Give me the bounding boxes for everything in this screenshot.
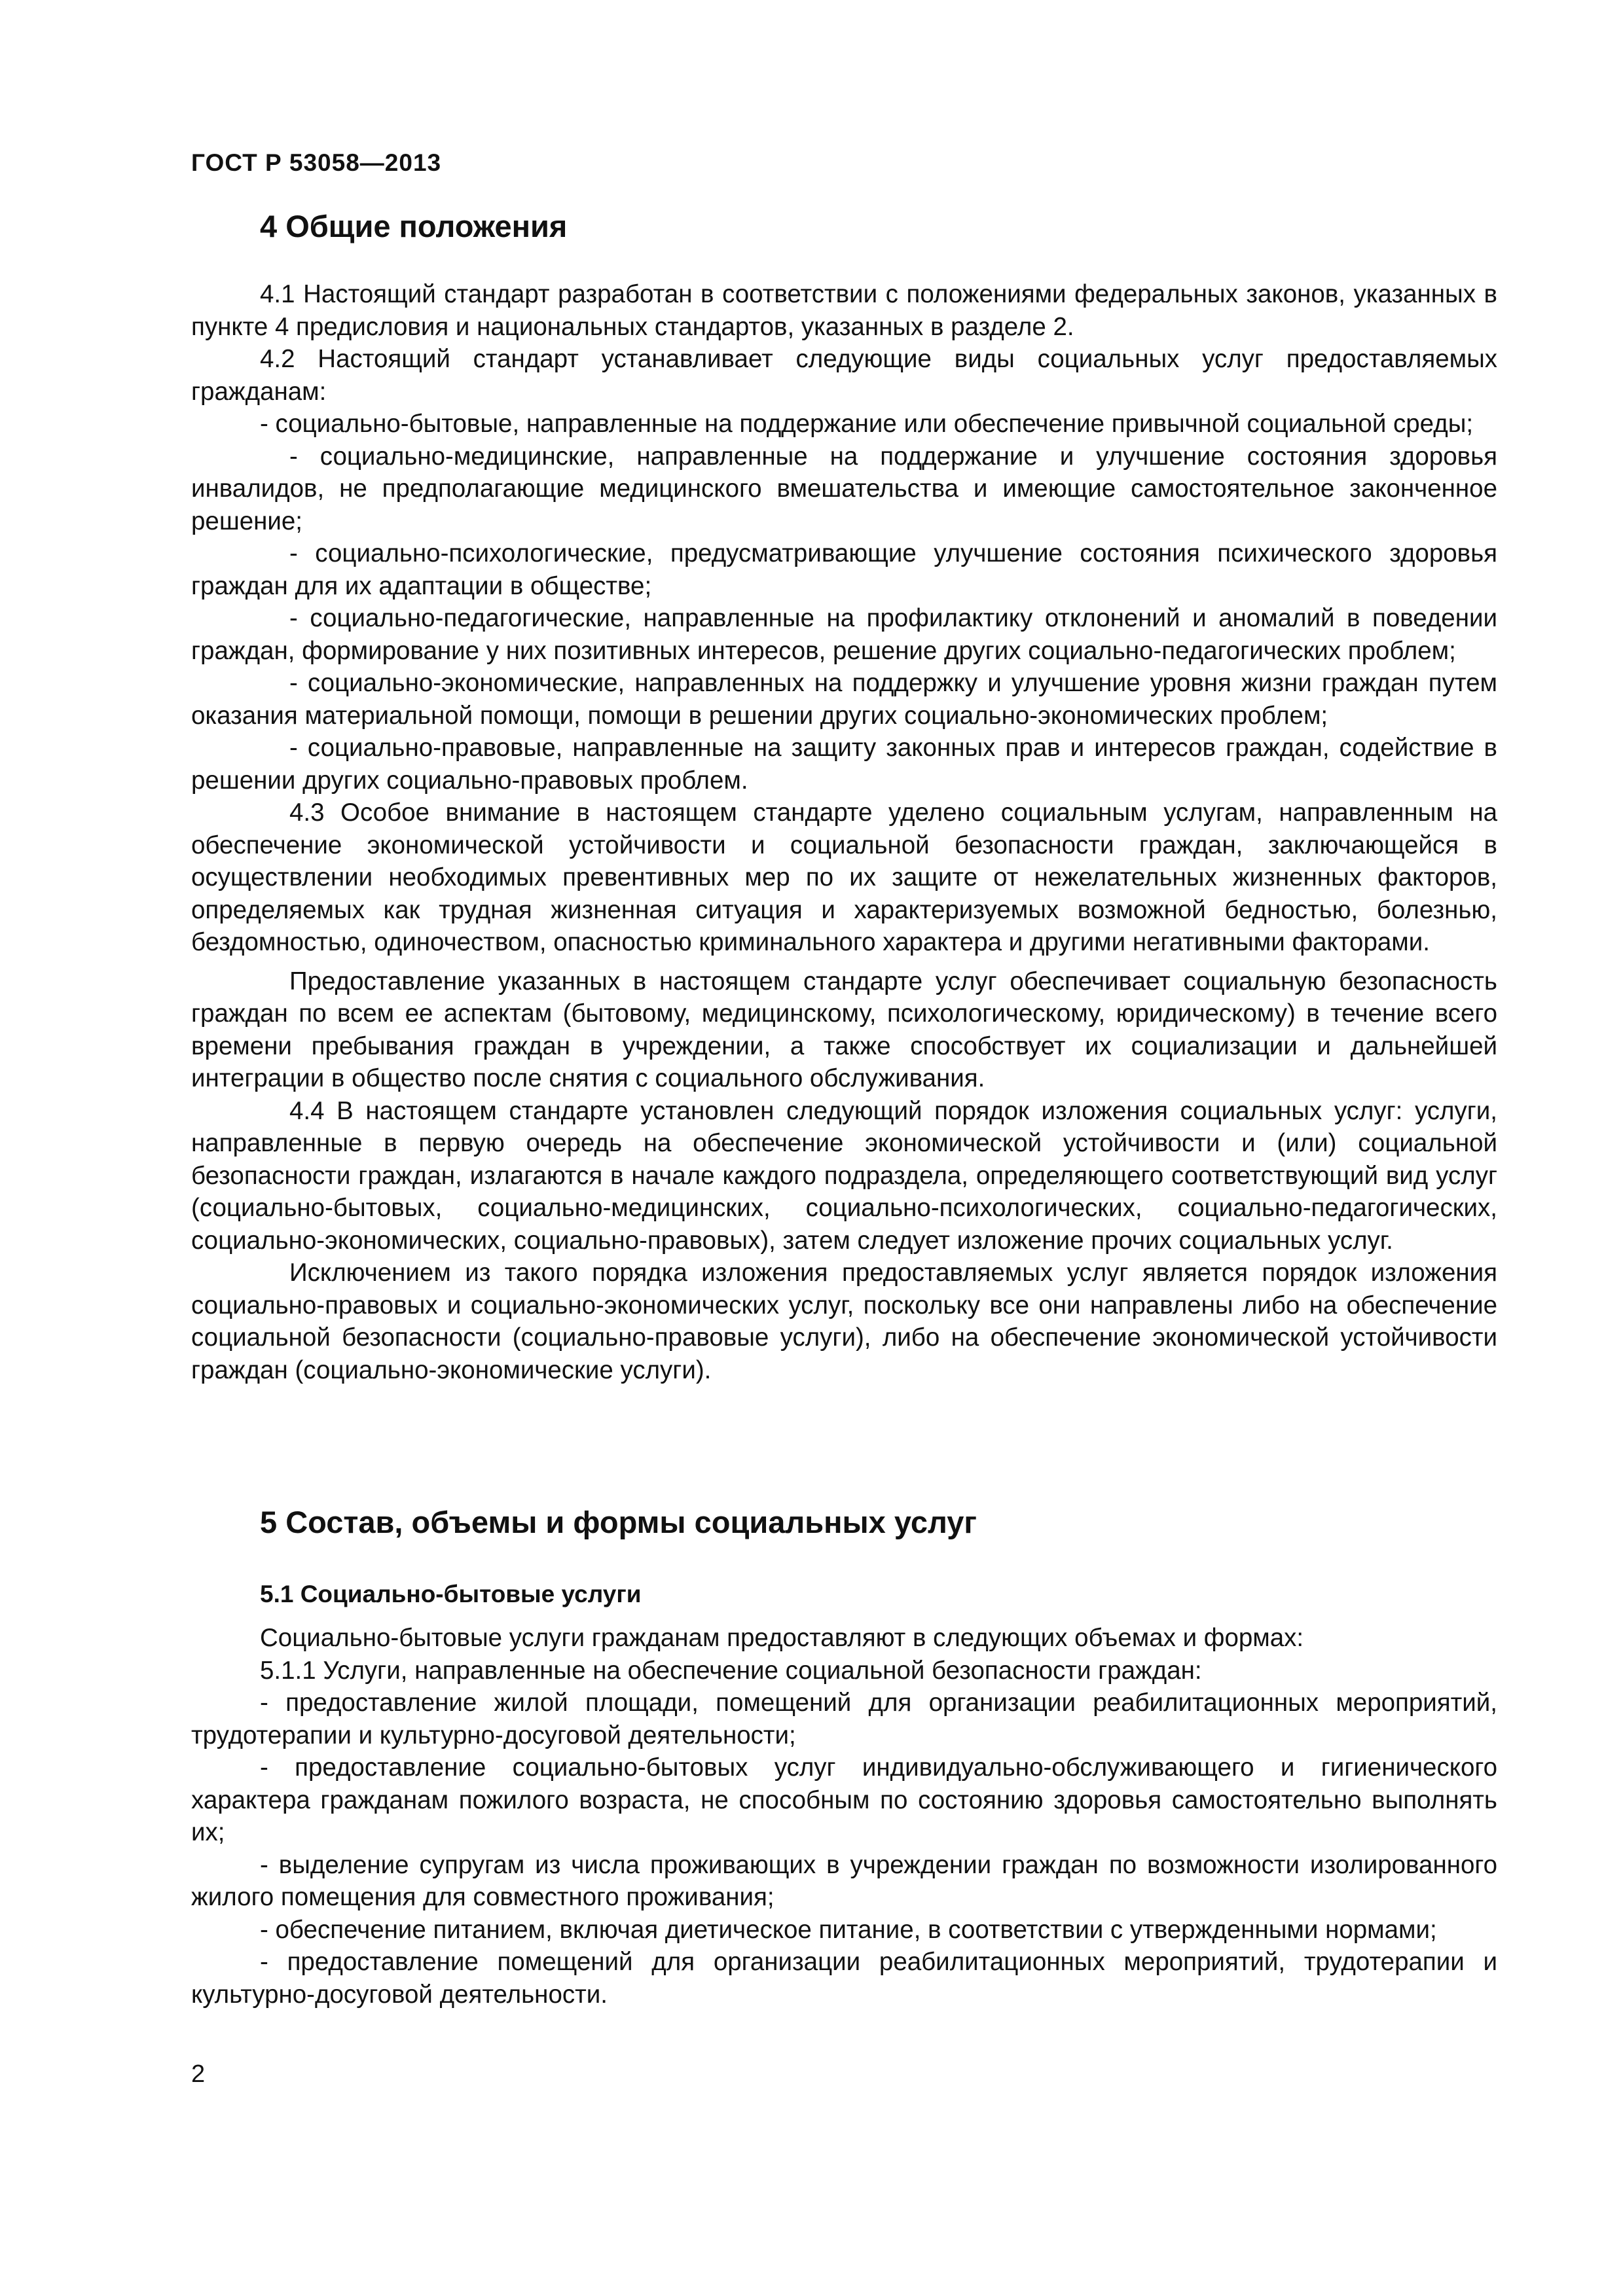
paragraph: Предоставление указанных в настоящем стандарте услуг обеспечивает социальную безопасность граждан по всем ее аспектам (бытовому, медицинскому, психологическому, юридическому) в течение всего времени пребывания граждан в учреждении, а также способствует их социализации и дальнейшей интеграции в общество после снятия с социального обслуживания. bbox=[191, 967, 1497, 1092]
paragraph: Социально-бытовые услуги гражданам предоставляют в следующих объемах и формах: bbox=[260, 1624, 1304, 1652]
paragraph: 4.4 В настоящем стандарте установлен следующий порядок изложения социальных услуг: услуги, направленные в первую очередь на обеспечение экономической устойчивости и (или) социальной безопасности граждан, излагаются в начале каждого подраздела, определяющего соответствующий вид услуг (социально-бытовых, социально-медицинских, социально-психологических, социально-педагогических, социально-экономических, социально-правовых), затем следует изложение прочих социальных услуг. bbox=[191, 1096, 1497, 1255]
paragraph: 4.1 Настоящий стандарт разработан в соответствии с положениями федеральных законов, указанных в пункте 4 предисловия и национальных стандартов, указанных в разделе 2. bbox=[191, 280, 1497, 341]
list-item: - предоставление социально-бытовых услуг индивидуально-обслуживающего и гигиенического характера гражданам пожилого возраста, не способным по состоянию здоровья самостоятельно выполнять их; bbox=[191, 1753, 1497, 1846]
section-4-body bbox=[191, 278, 1497, 1386]
list-item: - социально-бытовые, направленные на поддержание или обеспечение привычной социальной среды; bbox=[260, 410, 1474, 438]
list-item: - социально-экономические, направленных на поддержку и улучшение уровня жизни граждан путем оказания материальной помощи, помощи в решении других социально-экономических проблем; bbox=[191, 669, 1497, 730]
paragraph: 5.1.1 Услуги, направленные на обеспечение социальной безопасности граждан: bbox=[260, 1656, 1202, 1685]
list-item: - социально-правовые, направленные на защиту законных прав и интересов граждан, содействие в решении других социально-правовых проблем. bbox=[191, 734, 1497, 795]
list-item: - социально-психологические, предусматривающие улучшение состояния психического здоровья граждан для их адаптации в обществе; bbox=[191, 539, 1497, 600]
paragraph: 4.3 Особое внимание в настоящем стандарте уделено социальным услугам, направленным на обеспечение экономической устойчивости и социальной безопасности граждан, заключающейся в осуществлении необходимых превентивных мер по их защите от нежелательных жизненных факторов, определяемых как трудная жизненная ситуация и характеризуемых возможной бедностью, болезнью, бездомностью, одиночеством, опасностью криминального характера и другими негативными факторами. bbox=[191, 798, 1497, 956]
section-4-title: 4 Общие положения bbox=[260, 209, 568, 243]
list-item: - социально-педагогические, направленные на профилактику отклонений и аномалий в поведении граждан, формирование у них позитивных интересов, решение других социально-педагогических проблем; bbox=[191, 604, 1497, 665]
subsection-5-1-title: 5.1 Социально-бытовые услуги bbox=[260, 1581, 642, 1607]
list-item: - обеспечение питанием, включая диетическое питание, в соответствии с утвержденными нормами; bbox=[260, 1915, 1437, 1944]
document-header: ГОСТ Р 53058—2013 bbox=[191, 149, 442, 176]
page-number: 2 bbox=[191, 2060, 206, 2088]
paragraph: 4.2 Настоящий стандарт устанавливает следующие виды социальных услуг предоставляемых гражданам: bbox=[191, 345, 1497, 406]
section-5-body bbox=[191, 1622, 1497, 2011]
list-item: - социально-медицинские, направленные на поддержание и улучшение состояния здоровья инвалидов, не предполагающие медицинского вмешательства и имеющие самостоятельное законченное решение; bbox=[191, 442, 1497, 535]
list-item: - предоставление жилой площади, помещений для организации реабилитационных мероприятий, трудотерапии и культурно-досуговой деятельности; bbox=[191, 1689, 1497, 1749]
section-5-title: 5 Состав, объемы и формы социальных услуг bbox=[260, 1505, 977, 1539]
list-item: - выделение супругам из числа проживающих в учреждении граждан по возможности изолированного жилого помещения для совместного проживания; bbox=[191, 1850, 1497, 1911]
list-item: - предоставление помещений для организации реабилитационных мероприятий, трудотерапии и культурно-досуговой деятельности. bbox=[191, 1948, 1497, 2009]
paragraph: Исключением из такого порядка изложения предоставляемых услуг является порядок изложения социально-правовых и социально-экономических услуг, поскольку все они направлены либо на обеспечение социальной безопасности (социально-правовые услуги), либо на обеспечение экономической устойчивости граждан (социально-экономические услуги). bbox=[191, 1259, 1497, 1384]
